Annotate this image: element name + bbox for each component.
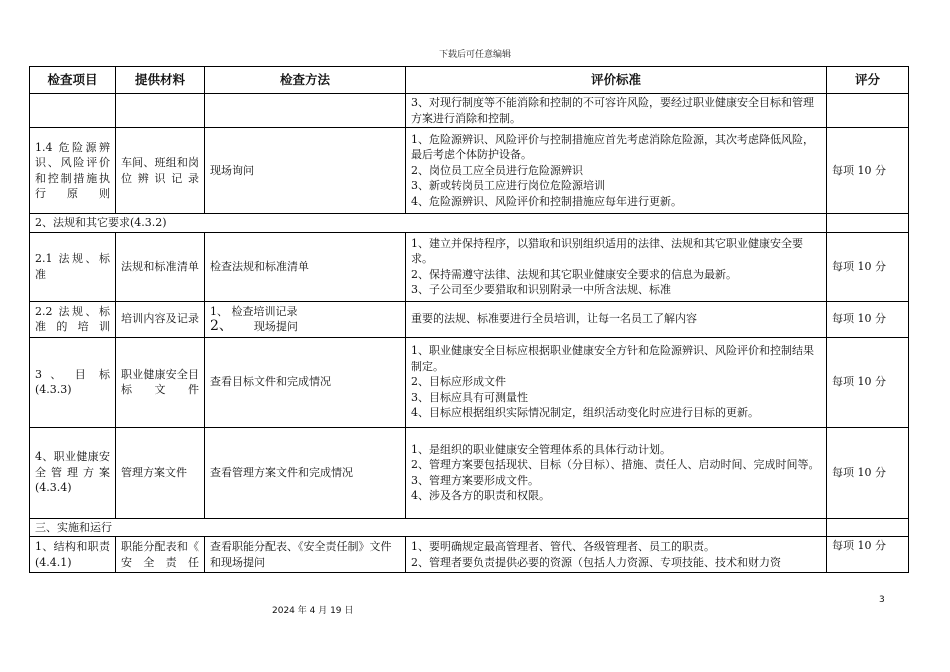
- criteria-line: 2、管理方案要包括现状、目标（分目标）、措施、责任人、启动时间、完成时间等。: [411, 458, 820, 471]
- materials-cell: 培训内容及记录: [116, 301, 205, 337]
- criteria-line: 1、职业健康安全目标应根据职业健康安全方针和危险源辨识、风险评价和控制结果制定。: [411, 344, 814, 373]
- score-cell: 每项 10 分: [827, 232, 909, 301]
- criteria-line: 3、管理方案要形成文件。: [411, 473, 539, 487]
- criteria-line: 重要的法规、标准要进行全员培训，让每一名员工了解内容: [411, 312, 697, 326]
- item-cell: 1、结构和职责(4.4.1): [30, 537, 116, 573]
- criteria-line: 2、管理者要负责提供必要的资源（包括人力资源、专项技能、技术和财力资: [411, 555, 781, 569]
- table-row: [30, 427, 909, 518]
- criteria-line: 1、建立并保持程序，以猎取和识别组织适用的法律、法规和其它职业健康安全要求。: [411, 236, 803, 265]
- criteria-line: 3、新或转岗员工应进行岗位危险源培训: [411, 179, 605, 193]
- criteria-line: 3、子公司至少要猎取和识别附录一中所含法规、标准: [411, 283, 671, 296]
- column-header-score: 评分: [827, 67, 909, 94]
- materials-cell: 管理方案文件: [116, 427, 205, 518]
- section-row: [30, 214, 909, 233]
- method-cell: 查看目标文件和完成情况: [205, 337, 406, 427]
- method-step-number: 2、: [210, 318, 233, 334]
- item-cell: 2.2 法规、标准的培训: [30, 301, 116, 337]
- criteria-cell: [406, 301, 827, 337]
- page-number: 3: [879, 595, 885, 605]
- score-cell: 每项 10 分: [827, 427, 909, 518]
- criteria-cell: [406, 337, 827, 427]
- table-row: [30, 301, 909, 337]
- criteria-cell: [406, 427, 827, 518]
- column-header-method: 检查方法: [205, 67, 406, 94]
- criteria-line: 1、要明确规定最高管理者、管代、各级管理者、员工的职责。: [411, 540, 715, 553]
- table-row: [30, 232, 909, 301]
- column-header-item: 检查项目: [30, 67, 116, 94]
- materials-cell: 职业健康安全目标文件: [116, 337, 205, 427]
- column-header-criteria: 评价标准: [406, 67, 827, 94]
- section-title: 2、法规和其它要求(4.3.2): [30, 214, 827, 233]
- item-cell: 1.4 危险源辨识、风险评价和控制措施执行原则: [30, 128, 116, 214]
- method-cell: 检查法规和标准清单: [205, 232, 406, 301]
- criteria-line: 3、目标应具有可测量性: [411, 390, 528, 404]
- section-row: [30, 518, 909, 537]
- criteria-line: 2、保持需遵守法律、法规和其它职业健康安全要求的信息为最新。: [411, 267, 737, 281]
- table-row: [30, 337, 909, 427]
- criteria-cell: [406, 537, 827, 573]
- item-cell: [30, 94, 116, 128]
- materials-cell: [116, 94, 205, 128]
- method-cell: 查看职能分配表、《安全责任制》文件和现场提问: [205, 537, 406, 573]
- criteria-line: 4、涉及各方的职责和权限。: [411, 489, 550, 502]
- method-cell: [205, 301, 406, 337]
- header-note: 下载后可任意编辑: [438, 50, 511, 60]
- materials-cell: 车间、班组和岗位辨识记录: [116, 128, 205, 214]
- criteria-cell: [406, 128, 827, 214]
- score-cell: [827, 214, 909, 233]
- score-cell: 每项 10 分: [827, 337, 909, 427]
- criteria-cell: [406, 232, 827, 301]
- criteria-line: 3、对现行制度等不能消除和控制的不可容许风险，要经过职业健康安全目标和管理方案进行消除和控制。: [411, 96, 814, 125]
- table-row: [30, 537, 909, 573]
- column-header-materials: 提供材料: [116, 67, 205, 94]
- score-cell: 每项 10 分: [827, 128, 909, 214]
- method-cell: 查看管理方案文件和完成情况: [205, 427, 406, 518]
- criteria-line: 4、危险源辨识、风险评价和控制措施应每年进行更新。: [411, 194, 682, 208]
- score-cell: [827, 94, 909, 128]
- method-cell: 现场询问: [205, 128, 406, 214]
- method-line: 1、 检查培训记录: [210, 304, 298, 318]
- item-cell: 2.1 法规、标准: [30, 232, 116, 301]
- criteria-line: 4、目标应根据组织实际情况制定，组织活动变化时应进行目标的更新。: [411, 406, 759, 420]
- materials-cell: 法规和标准清单: [116, 232, 205, 301]
- criteria-cell: [406, 94, 827, 128]
- method-step-text: 现场提问: [253, 320, 298, 333]
- item-cell: 3 、 目 标 (4.3.3): [30, 337, 116, 427]
- item-cell: 4、职业健康安全管理方案(4.3.4): [30, 427, 116, 518]
- criteria-line: 2、岗位员工应全员进行危险源辨识: [411, 163, 583, 177]
- criteria-line: 2、目标应形成文件: [411, 375, 506, 389]
- score-cell: [827, 518, 909, 537]
- method-cell: [205, 94, 406, 128]
- section-title: 三、实施和运行: [30, 518, 827, 537]
- method-line: [210, 319, 400, 335]
- table-header-row: [30, 67, 909, 94]
- score-cell: 每项 10 分: [827, 301, 909, 337]
- score-cell: 每项 10 分: [827, 537, 909, 573]
- inspection-table: [29, 66, 909, 573]
- table-row: [30, 94, 909, 128]
- criteria-line: 1、是组织的职业健康安全管理体系的具体行动计划。: [411, 442, 671, 456]
- footer-date: 2024 年 4 月 19 日: [272, 606, 354, 616]
- criteria-line: 1、危险源辨识、风险评价与控制措施应首先考虑消除危险源，其次考虑降低风险，最后考虑个体防护设备。: [411, 132, 814, 162]
- table-row: [30, 128, 909, 214]
- materials-cell: 职能分配表和《 安 全 责 任: [116, 537, 205, 573]
